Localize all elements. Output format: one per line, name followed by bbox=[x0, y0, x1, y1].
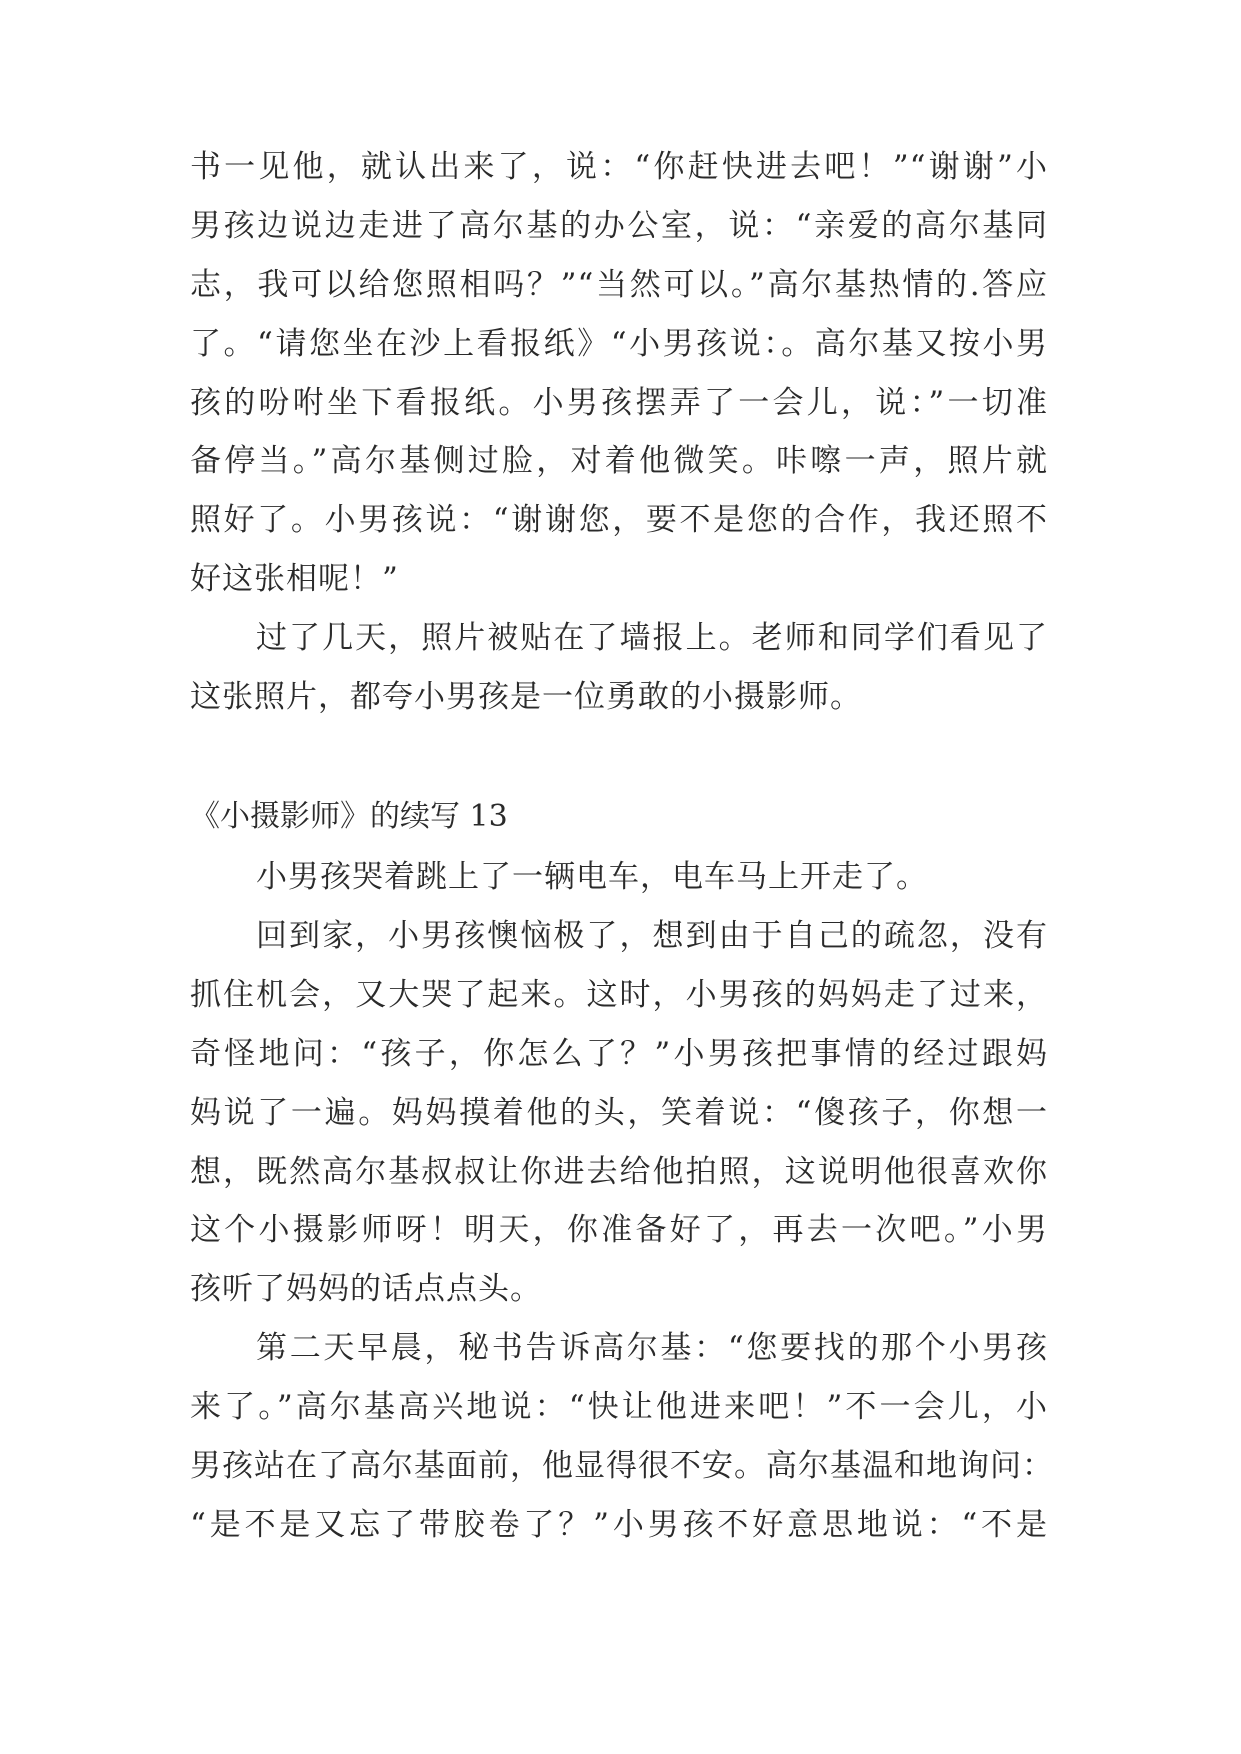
text-line: 奇怪地问：“孩子，你怎么了？”小男孩把事情的经过跟妈 bbox=[190, 1036, 1048, 1072]
text-line: 了。“请您坐在沙上看报纸》“小男孩说：。高尔基又按小男 bbox=[190, 326, 1048, 362]
text-line: 过了几天，照片被贴在了墙报上。老师和同学们看见了 bbox=[256, 620, 1048, 656]
text-line: 书一见他，就认出来了，说：“你赶快进去吧！”“谢谢”小 bbox=[190, 149, 1048, 185]
text-line: 妈说了一遍。妈妈摸着他的头，笑着说：“傻孩子，你想一 bbox=[190, 1095, 1048, 1131]
text-line: 孩听了妈妈的话点点头。 bbox=[190, 1271, 542, 1307]
text-line: “是不是又忘了带胶卷了？”小男孩不好意思地说：“不是 bbox=[190, 1507, 1048, 1543]
text-line: 照好了。小男孩说：“谢谢您，要不是您的合作，我还照不 bbox=[190, 502, 1048, 538]
text-line: 这张照片，都夸小男孩是一位勇敢的小摄影师。 bbox=[190, 679, 862, 715]
text-line: 备停当。”高尔基侧过脸，对着他微笑。咔嚓一声，照片就 bbox=[190, 443, 1048, 479]
text-line: 第二天早晨，秘书告诉高尔基：“您要找的那个小男孩 bbox=[256, 1330, 1048, 1366]
text-line: 男孩站在了高尔基面前，他显得很不安。高尔基温和地询问： bbox=[190, 1448, 1054, 1484]
text-line: 男孩边说边走进了高尔基的办公室，说：“亲爱的高尔基同 bbox=[190, 208, 1048, 244]
text-line: 想，既然高尔基叔叔让你进去给他拍照，这说明他很喜欢你 bbox=[190, 1154, 1048, 1190]
text-line: 志，我可以给您照相吗？”“当然可以。”高尔基热情的.答应 bbox=[190, 267, 1048, 303]
text-line: 抓住机会，又大哭了起来。这时，小男孩的妈妈走了过来， bbox=[190, 977, 1048, 1013]
text-line: 来了。”高尔基高兴地说：“快让他进来吧！”不一会儿，小 bbox=[190, 1389, 1048, 1425]
text-line: 好这张相呢！” bbox=[190, 561, 399, 597]
text-line: 这个小摄影师呀！明天，你准备好了，再去一次吧。”小男 bbox=[190, 1212, 1048, 1248]
text-line: 回到家，小男孩懊恼极了，想到由于自己的疏忽，没有 bbox=[256, 918, 1048, 954]
section-title: 《小摄影师》的续写 13 bbox=[190, 799, 508, 834]
text-line: 孩的吩咐坐下看报纸。小男孩摆弄了一会儿，说：”一切准 bbox=[190, 385, 1048, 421]
text-line: 小男孩哭着跳上了一辆电车，电车马上开走了。 bbox=[256, 859, 928, 895]
